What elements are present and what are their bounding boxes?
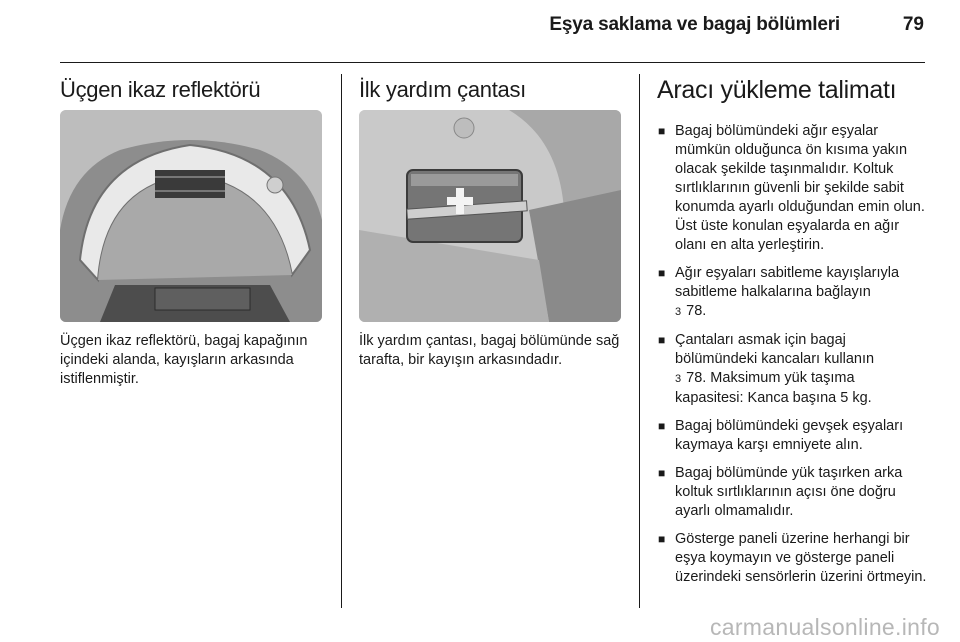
bullet-square-icon: ■ bbox=[658, 466, 666, 480]
list-item bbox=[657, 264, 927, 322]
list-item-text: Bagaj bölümünde yük taşırken arka koltuk sırtlıklarının açısı öne doğru ayarlı olmamalıdır. bbox=[675, 465, 903, 519]
section-heading-warning-triangle: Üçgen ikaz reflektörü bbox=[60, 77, 261, 102]
section-heading-first-aid-kit: İlk yardım çantası bbox=[359, 77, 526, 102]
column-divider-2 bbox=[639, 74, 640, 608]
list-item bbox=[657, 122, 927, 255]
bullet-square-icon: ■ bbox=[658, 266, 666, 280]
page-reference-icon: 3 bbox=[675, 306, 682, 318]
section-heading-loading-instructions: Aracı yükleme talimatı bbox=[657, 76, 897, 104]
photo-first-aid-kit bbox=[359, 110, 621, 322]
page-header-title: Eşya saklama ve bagaj bölümleri bbox=[549, 14, 840, 35]
list-item bbox=[657, 417, 927, 455]
loading-instructions-list bbox=[657, 122, 927, 596]
bullet-square-icon: ■ bbox=[658, 419, 666, 433]
bullet-square-icon: ■ bbox=[658, 532, 666, 546]
list-item-text: Bagaj bölümündeki gevşek eşyaları kaymaya karşı emniyete alın. bbox=[675, 418, 904, 453]
list-item bbox=[657, 464, 927, 521]
list-item bbox=[657, 331, 927, 408]
list-item-text: Bagaj bölümündeki ağır eşyalar mümkün olduğunca ön kısıma yakın olacak şekilde taşınmalıdır. Koltuk sırtlıklarının güvenli bir şekilde sabit konumda ayarlı olduğundan emin olun. Üst üste konulan eşyalarda en ağır olanı en alta yerleştirin. bbox=[675, 123, 925, 253]
page-reference-icon: 3 bbox=[675, 373, 682, 385]
caption-warning-triangle: Üçgen ikaz reflektörü, bagaj kapağının içindeki alanda, kayışların arkasında istiflenmiştir. bbox=[60, 333, 308, 387]
list-item-text: Gösterge paneli üzerine herhangi bir eşya koymayın ve gösterge paneli üzerindeki sensörlerin üzerini örtmeyin. bbox=[675, 531, 927, 585]
page-number: 79 bbox=[902, 14, 924, 35]
list-item bbox=[657, 530, 927, 587]
watermark: carmanualsonline.info bbox=[709, 614, 940, 640]
page-reference[interactable]: 78. Maksimum yük taşıma kapasitesi: Kanca başına 5 kg. bbox=[675, 370, 872, 406]
header-rule bbox=[60, 62, 925, 63]
page-reference[interactable]: 78. bbox=[686, 303, 707, 319]
bullet-square-icon: ■ bbox=[658, 124, 666, 138]
list-item-text: Ağır eşyaları sabitleme kayışlarıyla sabitleme halkalarına bağlayın bbox=[675, 265, 900, 300]
bullet-square-icon: ■ bbox=[658, 333, 666, 347]
photo-warning-triangle bbox=[60, 110, 322, 322]
list-item-text: Çantaları asmak için bagaj bölümündeki kancaları kullanın bbox=[675, 332, 875, 367]
column-divider-1 bbox=[341, 74, 342, 608]
caption-first-aid-kit: İlk yardım çantası, bagaj bölümünde sağ tarafta, bir kayışın arkasındadır. bbox=[359, 333, 620, 368]
